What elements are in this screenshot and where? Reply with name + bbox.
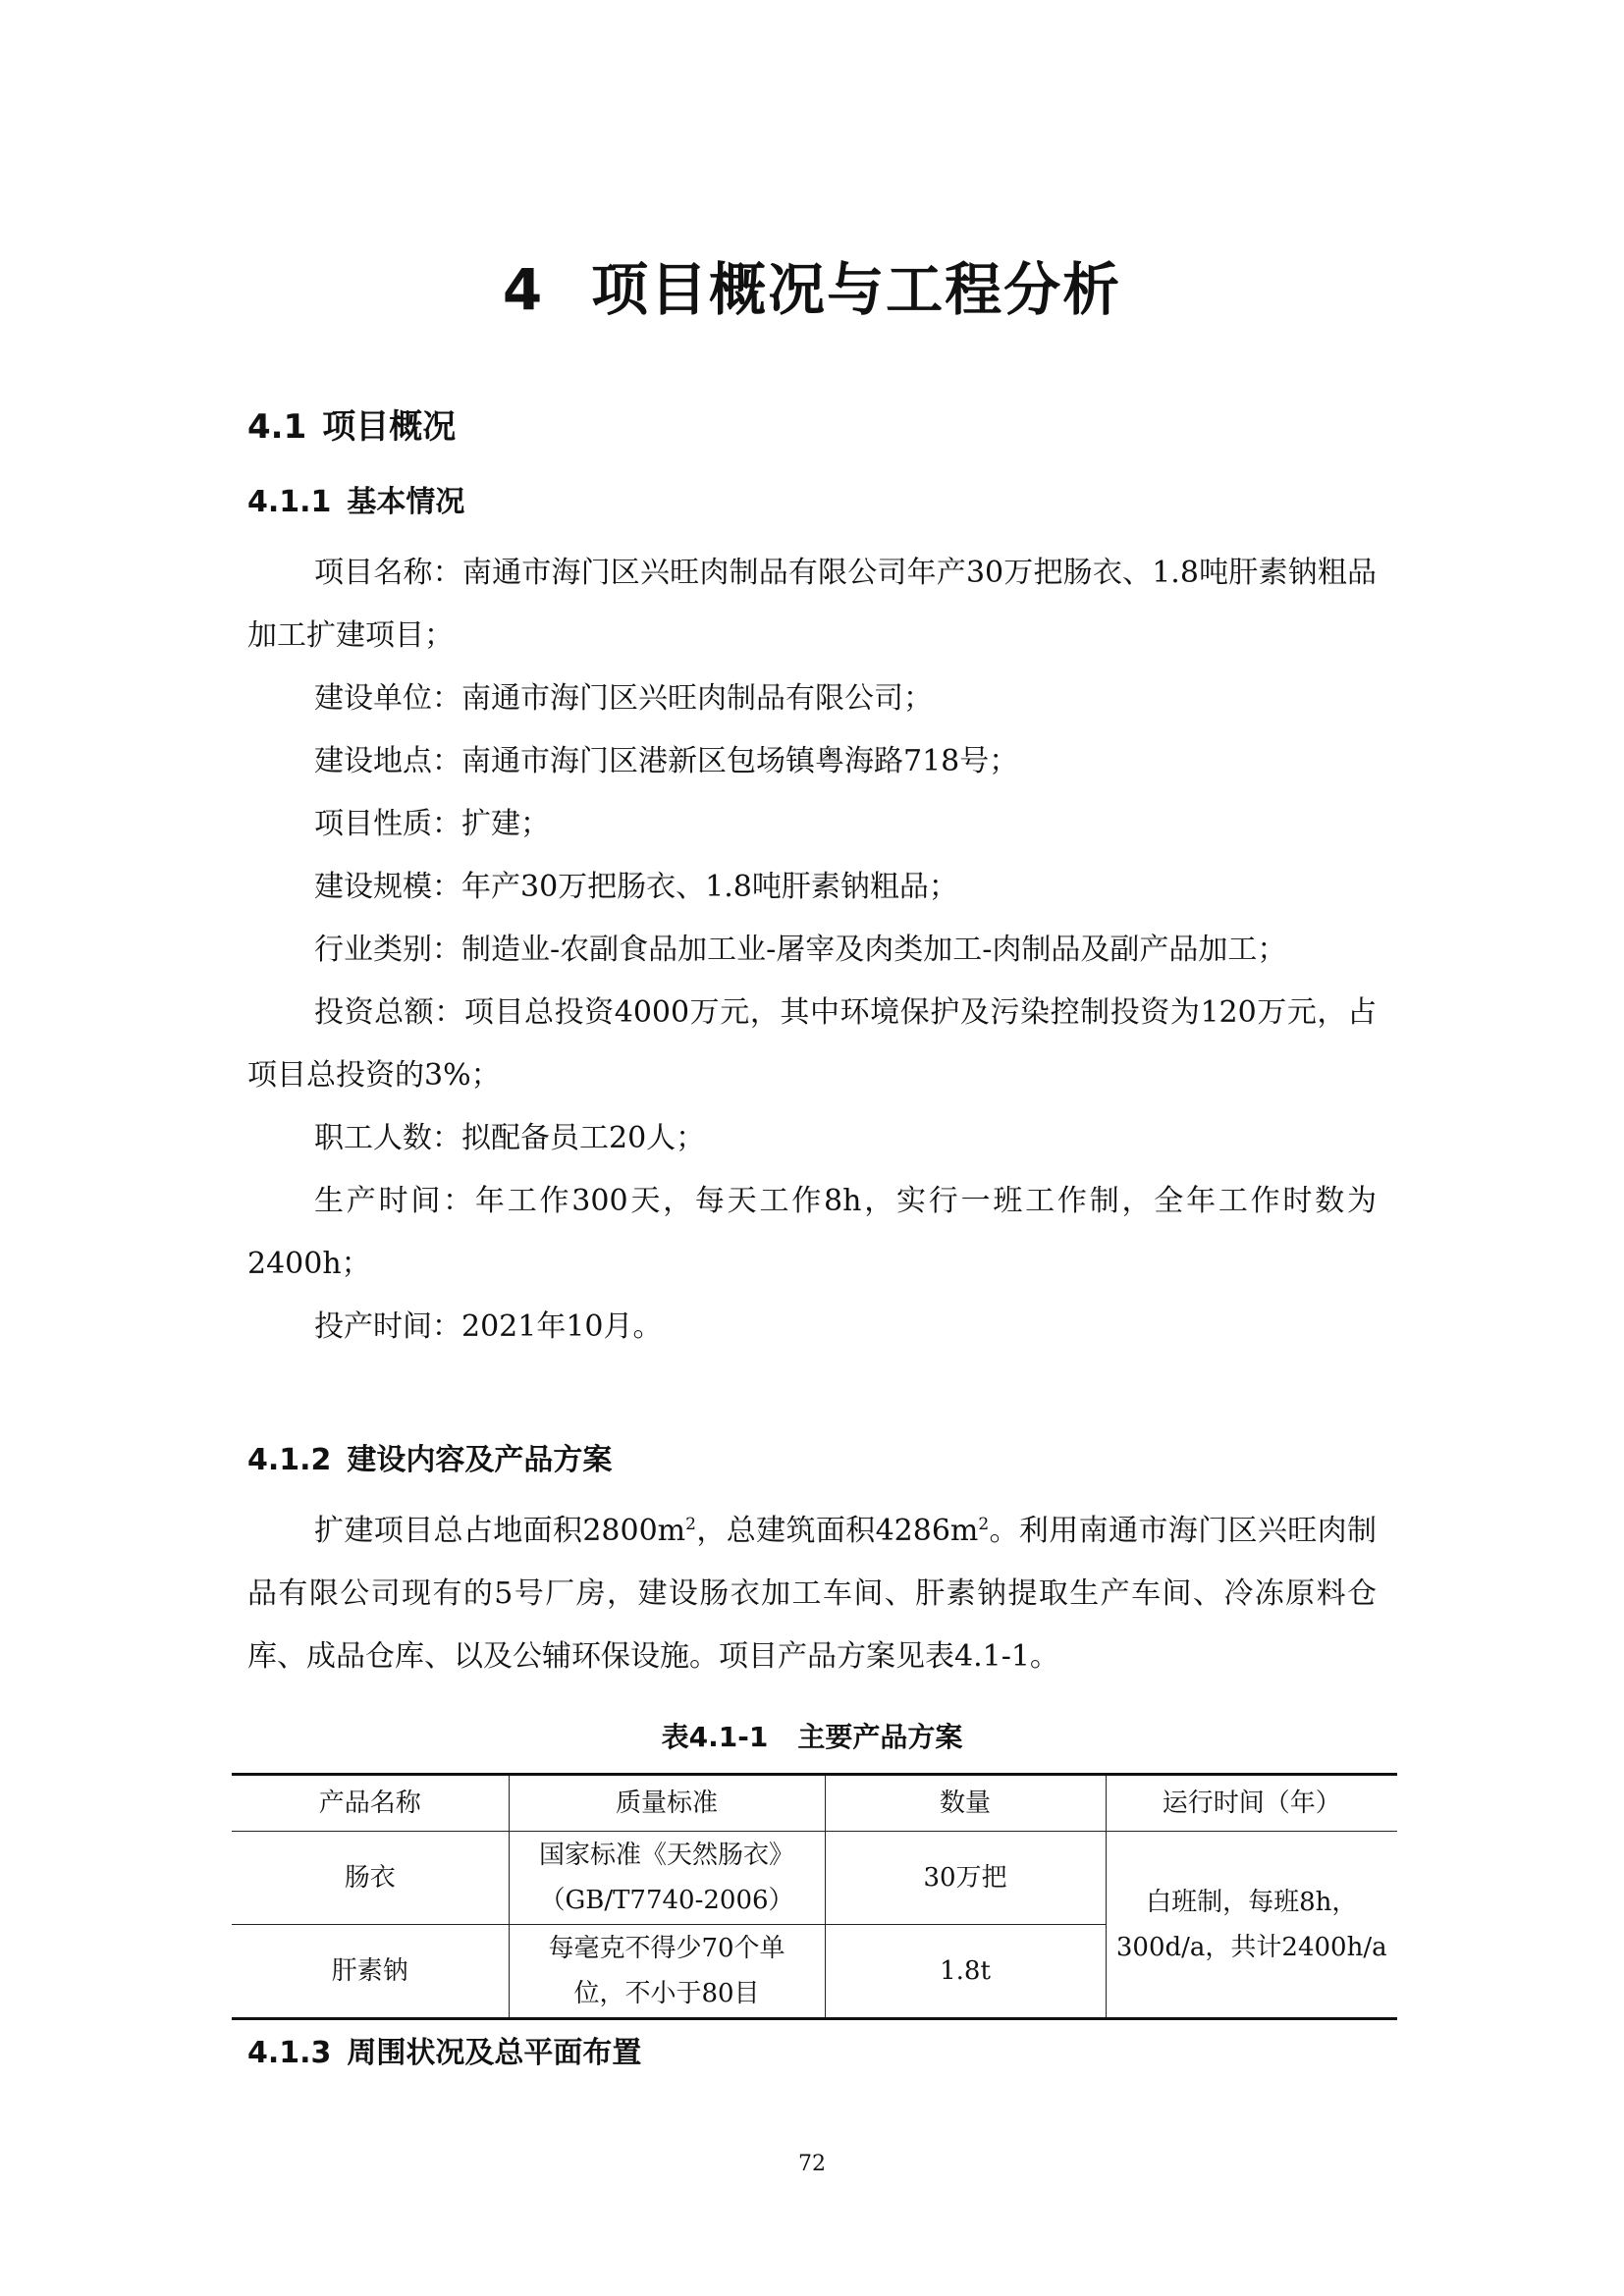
table-header-quantity: 数量 bbox=[825, 1775, 1106, 1832]
chapter-title-text: 项目概况与工程分析 bbox=[591, 256, 1122, 323]
table-caption-title: 主要产品方案 bbox=[797, 1721, 963, 1753]
table-cell-runtime bbox=[1106, 1832, 1397, 2019]
table-header-product: 产品名称 bbox=[232, 1775, 509, 1832]
table-caption-number: 表4.1-1 bbox=[661, 1721, 769, 1753]
text-segment: 。利用南通市海门区兴旺肉制品有限公司现有的5号厂房，建设肠衣加工车间、肝素钠提取生产车间、冷冻原料仓库、成品仓库、以及公辅环保设施。项目产品方案见表4.1-1。 bbox=[247, 1514, 1378, 1674]
chapter-title bbox=[0, 250, 1624, 329]
paragraph-construction-content bbox=[247, 1500, 1377, 1688]
section-heading-4-1 bbox=[247, 402, 456, 452]
basic-info-paragraphs bbox=[247, 542, 1377, 1359]
runtime-line: 300d/a，共计2400h/a bbox=[1115, 1932, 1387, 1962]
section-title: 建设内容及产品方案 bbox=[347, 1443, 613, 1477]
chapter-number: 4 bbox=[502, 256, 545, 323]
table-cell-product: 肠衣 bbox=[232, 1832, 509, 1925]
section-title: 周围状况及总平面布置 bbox=[347, 2036, 642, 2070]
standard-line: （GB/T7740-2006） bbox=[539, 1886, 794, 1915]
section-title: 基本情况 bbox=[347, 485, 465, 519]
superscript: 2 bbox=[978, 1515, 990, 1534]
runtime-line: 白班制，每班8h， bbox=[1146, 1887, 1358, 1917]
table-header-standard: 质量标准 bbox=[509, 1775, 825, 1832]
table-cell-quantity: 1.8t bbox=[825, 1925, 1106, 2019]
section-number: 4.1.1 bbox=[247, 485, 332, 519]
standard-line: 每毫克不得少70个单 bbox=[548, 1934, 785, 1963]
section-number: 4.1 bbox=[247, 407, 307, 447]
paragraph-project-nature: 项目性质：扩建； bbox=[314, 807, 550, 841]
section-number: 4.1.3 bbox=[247, 2036, 332, 2070]
paragraph-industry-category: 行业类别：制造业-农副食品加工业-屠宰及肉类加工-肉制品及副产品加工； bbox=[314, 933, 1287, 967]
paragraph-production-time: 生产时间：年工作300天，每天工作8h，实行一班工作制，全年工作时数为2400h； bbox=[247, 1184, 1377, 1281]
standard-line: 位，不小于80目 bbox=[573, 1979, 760, 2008]
paragraph-construction-site: 建设地点：南通市海门区港新区包场镇粤海路718号； bbox=[314, 744, 1019, 778]
section-title: 项目概况 bbox=[322, 407, 457, 447]
paragraph-project-name: 项目名称：南通市海门区兴旺肉制品有限公司年产30万把肠衣、1.8吨肝素钠粗品加工扩建项目； bbox=[247, 556, 1377, 653]
table-cell-standard bbox=[509, 1832, 825, 1925]
section-number: 4.1.2 bbox=[247, 1443, 332, 1477]
standard-line: 国家标准《天然肠衣》 bbox=[538, 1841, 794, 1870]
paragraph-construction-unit: 建设单位：南通市海门区兴旺肉制品有限公司； bbox=[314, 681, 933, 716]
paragraph-construction-scale: 建设规模：年产30万把肠衣、1.8吨肝素钠粗品； bbox=[314, 870, 958, 904]
section-heading-4-1-1 bbox=[247, 481, 464, 524]
table-header-runtime: 运行时间（年） bbox=[1106, 1775, 1397, 1832]
superscript: 2 bbox=[685, 1515, 696, 1534]
section-heading-4-1-3 bbox=[247, 2032, 641, 2075]
paragraph-staff-count: 职工人数：拟配备员工20人； bbox=[314, 1121, 706, 1155]
section-heading-4-1-2 bbox=[247, 1439, 612, 1482]
paragraph-commissioning-time: 投产时间：2021年10月。 bbox=[314, 1309, 663, 1344]
table-cell-quantity: 30万把 bbox=[825, 1832, 1106, 1925]
text-segment: ，总建筑面积4286m bbox=[695, 1514, 979, 1548]
table-caption bbox=[0, 1718, 1624, 1757]
page-number: 72 bbox=[798, 2152, 826, 2176]
table-cell-standard bbox=[509, 1925, 825, 2019]
paragraph-total-investment: 投资总额：项目总投资4000万元，其中环境保护及污染控制投资为120万元，占项目总投资的3%； bbox=[247, 995, 1377, 1093]
table-cell-product: 肝素钠 bbox=[232, 1925, 509, 2019]
construction-content-paragraph bbox=[247, 1500, 1377, 1688]
table-header-row bbox=[232, 1775, 1397, 1832]
text-segment: 扩建项目总占地面积2800m bbox=[314, 1514, 686, 1548]
product-plan-table bbox=[232, 1773, 1397, 2020]
table-row bbox=[232, 1832, 1397, 1925]
